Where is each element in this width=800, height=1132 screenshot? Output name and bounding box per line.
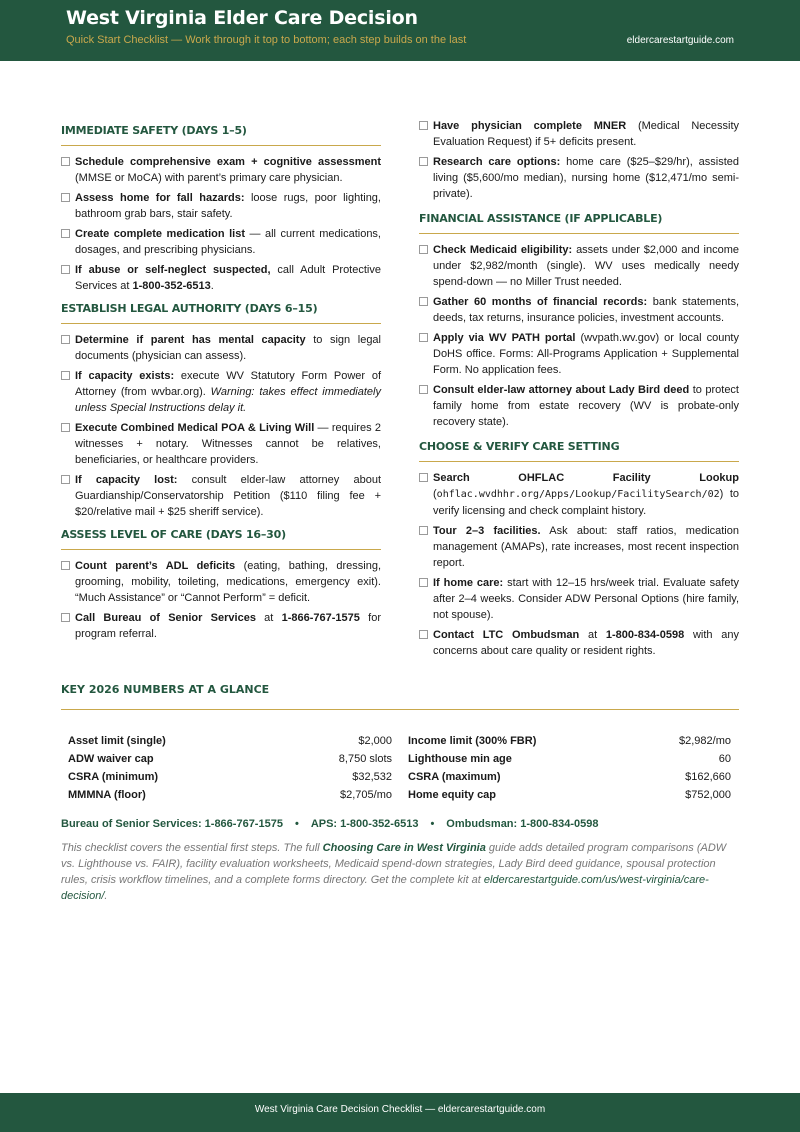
checklist-item <box>419 627 739 659</box>
checklist-financial <box>419 242 739 430</box>
item-title: Schedule comprehensive exam + cognitive assessment <box>75 156 381 168</box>
item-title: Assess home for fall hazards: <box>75 192 245 204</box>
row-label: MMMNA (floor) <box>68 789 146 801</box>
page-subtitle: Quick Start Checklist — Work through it top to bottom; each step builds on the last <box>66 34 467 46</box>
checklist-item <box>419 470 739 519</box>
section-heading-immediate: IMMEDIATE SAFETY (DAYS 1–5) <box>61 124 381 146</box>
item-text: (Medical Necessity Evaluation Request) if 5+ deficits present. <box>433 120 739 148</box>
checklist-item <box>419 523 739 571</box>
checklist-item <box>61 262 381 294</box>
table-row <box>68 753 732 771</box>
checkbox[interactable] <box>61 335 70 344</box>
row-label: Home equity cap <box>408 789 497 801</box>
item-text: — requires 2 witnesses + notary. Witnesses cannot be relatives, beneficiaries, or healthcare providers. <box>75 422 381 466</box>
note-text-1: This checklist covers the essential first steps. The full <box>61 842 323 854</box>
item-phone: 1-800-352-6513 <box>132 280 211 292</box>
item-text: Ask about: staff ratios, medication management (AMAPs), rate increases, most recent inspection report. <box>433 525 739 569</box>
row-value: $32,532 <box>352 771 392 783</box>
checklist-item <box>419 294 739 326</box>
item-text: assets under $2,000 and income under $2,982/month (single). WV uses medically needy spend-down — no Miller Trust needed. <box>433 244 739 288</box>
guide-note <box>61 840 740 904</box>
section-heading-verify: CHOOSE & VERIFY CARE SETTING <box>419 440 739 462</box>
table-row <box>68 771 732 789</box>
item-text: bank statements, deeds, tax returns, insurance policies, investment accounts. <box>433 296 739 324</box>
contact-separator: • <box>430 818 435 830</box>
checkbox[interactable] <box>419 297 428 306</box>
checklist-legal <box>61 332 381 520</box>
contact-line <box>61 818 599 830</box>
item-title: If home care: <box>433 577 504 589</box>
item-text: start with 12–15 hrs/week trial. Evaluate safety after 2–4 weeks. Consider ADW Personal Options (hire family, not spouse). <box>433 577 740 621</box>
item-title: If abuse or self-neglect suspected, <box>75 264 271 276</box>
item-title: Check Medicaid eligibility: <box>433 244 573 256</box>
contact-aps[interactable]: APS: 1-800-352-6513 <box>310 818 419 830</box>
checkbox[interactable] <box>61 193 70 202</box>
table-row <box>68 735 732 753</box>
checklist-item <box>61 368 381 416</box>
checklist-item <box>61 472 381 520</box>
section-heading-assess: ASSESS LEVEL OF CARE (DAYS 16–30) <box>61 528 381 550</box>
item-text: for program referral. <box>75 612 381 640</box>
checklist-item <box>419 118 739 150</box>
checklist-item <box>61 610 381 642</box>
checklist-verify <box>419 470 739 659</box>
item-url: ohflac.wvdhhr.org/Apps/Lookup/FacilitySearch/02 <box>436 489 720 500</box>
row-label: CSRA (maximum) <box>408 771 501 783</box>
row-value: 8,750 slots <box>338 753 392 765</box>
item-title: Execute Combined Medical POA & Living Will <box>75 422 315 434</box>
row-value: $2,000 <box>358 735 392 747</box>
note-link[interactable]: eldercarestartguide.com/us/west-virginia/care-decision/ <box>61 874 709 902</box>
checklist-item <box>61 558 381 606</box>
checklist-assess <box>61 558 381 642</box>
item-title: Gather 60 months of financial records: <box>433 296 648 308</box>
checklist-item <box>61 154 381 186</box>
checkbox[interactable] <box>419 385 428 394</box>
section-heading-legal: ESTABLISH LEGAL AUTHORITY (DAYS 6–15) <box>61 302 381 324</box>
item-text: at <box>255 612 282 624</box>
key-numbers-heading: KEY 2026 NUMBERS AT A GLANCE <box>61 683 739 710</box>
item-text: home care ($25–$29/hr), assisted living ($5,600/mo median), nursing home ($12,471/mo semi-private). <box>433 156 739 200</box>
right-column <box>419 118 739 663</box>
item-title: Call Bureau of Senior Services <box>75 612 256 624</box>
note-text-2: guide adds detailed program comparisons (ADW vs. Lighthouse vs. FAIR), facility evaluation worksheets, Medicaid spend-down strategies, Lady Bird deed guidance, spousal protection rules, crisis workflow timelines, and a complete forms directory. Get the complete kit at <box>61 842 727 886</box>
note-guide-title: Choosing Care in West Virginia <box>322 842 486 854</box>
item-text: (MMSE or MoCA) with parent’s primary care physician. <box>75 172 343 184</box>
section-heading-financial: FINANCIAL ASSISTANCE (IF APPLICABLE) <box>419 212 739 234</box>
row-label: Income limit (300% FBR) <box>408 735 537 747</box>
checkbox[interactable] <box>61 265 70 274</box>
item-text: ) to verify licensing and check complaint history. <box>433 488 739 517</box>
checklist-item <box>419 382 739 430</box>
row-value: $2,705/mo <box>340 789 392 801</box>
checkbox[interactable] <box>61 371 70 380</box>
header-site-link[interactable]: eldercarestartguide.com <box>626 35 734 46</box>
checkbox[interactable] <box>419 578 428 587</box>
item-title: Create complete medication list <box>75 228 245 240</box>
checkbox[interactable] <box>61 229 70 238</box>
item-title: Tour 2–3 facilities. <box>433 525 541 537</box>
checkbox[interactable] <box>61 423 70 432</box>
row-value: 60 <box>718 753 731 765</box>
checklist-item <box>61 226 381 258</box>
checklist-item <box>419 242 739 290</box>
checkbox[interactable] <box>419 526 428 535</box>
contact-separator: • <box>294 818 299 830</box>
item-title: Research care options: <box>433 156 561 168</box>
item-title: Consult elder-law attorney about Lady Bird deed <box>433 384 690 396</box>
item-text: at <box>579 629 606 641</box>
checkbox[interactable] <box>61 561 70 570</box>
item-title: Apply via WV PATH portal <box>433 332 576 344</box>
contact-ombudsman[interactable]: Ombudsman: 1-800-834-0598 <box>446 818 599 830</box>
checkbox[interactable] <box>61 157 70 166</box>
left-column <box>61 118 381 646</box>
item-text: consult elder-law attorney about Guardianship/Conservatorship Petition ($110 filing fee + $20/relative mail + $25 sheriff service). <box>75 474 381 518</box>
row-value: $2,982/mo <box>679 735 731 747</box>
row-label: Asset limit (single) <box>68 735 166 747</box>
page-header <box>0 0 800 61</box>
item-text: loose rugs, poor lighting, bathroom grab bars, stair safety. <box>75 192 381 220</box>
checklist-immediate <box>61 154 381 294</box>
checkbox[interactable] <box>419 473 428 482</box>
checkbox[interactable] <box>61 613 70 622</box>
item-text: execute WV Statutory Form Power of Attorney (from wvbar.org). <box>75 370 382 398</box>
table-row <box>68 789 732 807</box>
item-text: to sign legal documents (physician can assess). <box>75 334 381 362</box>
item-title: Determine if parent has mental capacity <box>75 334 306 346</box>
checkbox[interactable] <box>419 121 428 130</box>
item-warning: Warning: takes effect immediately unless Special Instructions delay it. <box>75 386 381 414</box>
checklist-item <box>61 190 381 222</box>
checklist-mner <box>419 118 739 202</box>
item-title: Search OHFLAC Facility Lookup <box>433 472 739 484</box>
row-value: $162,660 <box>685 771 731 783</box>
item-text: (wvpath.wv.gov) or local county DoHS office. Forms: All-Programs Application + Supplemental Form. No application fees. <box>433 332 739 376</box>
row-label: Lighthouse min age <box>408 753 512 765</box>
checkbox[interactable] <box>61 475 70 484</box>
checklist-item <box>61 420 381 468</box>
item-text: call Adult Protective Services at <box>75 264 381 292</box>
item-text: with any concerns about care quality or resident rights. <box>433 629 739 657</box>
checkbox[interactable] <box>419 157 428 166</box>
checklist-item <box>419 575 739 623</box>
row-label: ADW waiver cap <box>68 753 154 765</box>
checkbox[interactable] <box>419 333 428 342</box>
page-footer: West Virginia Care Decision Checklist — eldercarestartguide.com <box>0 1093 800 1132</box>
item-text: ( <box>433 488 437 500</box>
checkbox[interactable] <box>419 630 428 639</box>
checkbox[interactable] <box>419 245 428 254</box>
item-title: Have physician complete MNER <box>433 120 627 132</box>
row-value: $752,000 <box>685 789 731 801</box>
item-text: . <box>210 280 214 292</box>
key-numbers-table <box>68 735 732 807</box>
item-text: (eating, bathing, dressing, grooming, mobility, toileting, medications, emergency exit). “Much Assistance” or “Cannot Perform” = deficit. <box>75 560 381 604</box>
item-title: If capacity exists: <box>75 370 175 382</box>
note-text-3: . <box>104 890 108 902</box>
item-title: Count parent’s ADL deficits <box>75 560 236 572</box>
item-phone: 1-866-767-1575 <box>281 612 360 624</box>
item-text: — all current medications, dosages, and prescribing physicians. <box>75 228 381 256</box>
checklist-item <box>419 154 739 202</box>
page-title: West Virginia Elder Care Decision <box>66 7 418 29</box>
item-text: to protect family home from estate recovery (WV is probate-only recovery state). <box>433 384 739 428</box>
item-phone: 1-800-834-0598 <box>605 629 685 641</box>
contact-bss[interactable]: Bureau of Senior Services: 1-866-767-1575 <box>61 818 283 830</box>
item-title: If capacity lost: <box>75 474 178 486</box>
row-label: CSRA (minimum) <box>68 771 159 783</box>
checklist-item <box>61 332 381 364</box>
checklist-item <box>419 330 739 378</box>
item-title: Contact LTC Ombudsman <box>433 629 580 641</box>
